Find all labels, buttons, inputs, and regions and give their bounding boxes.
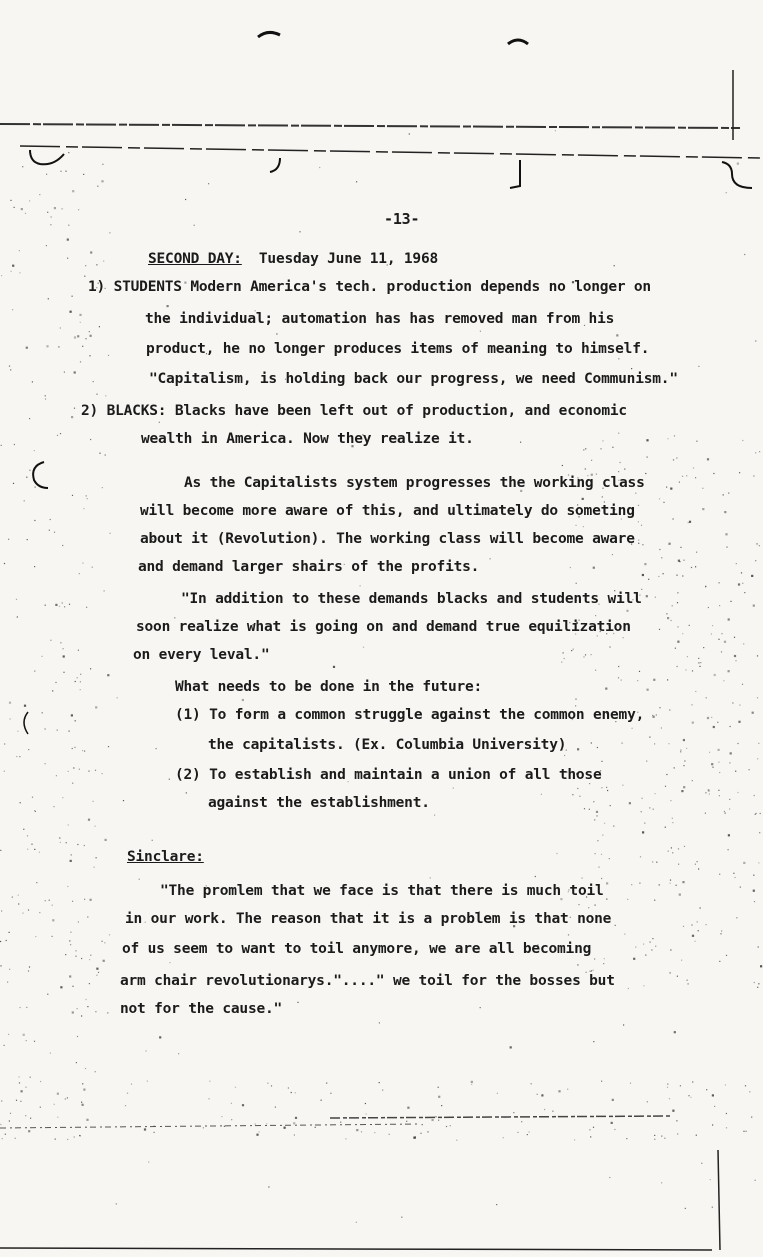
- text-line: arm chair revolutionarys."...." we toil for the bosses but: [120, 973, 615, 989]
- text-line: "The promlem that we face is that there is much toil: [160, 883, 604, 899]
- text-line: not for the cause.": [120, 1001, 283, 1017]
- text-line: the capitalists. (Ex. Columbia University): [208, 737, 567, 753]
- text-line: "In addition to these demands blacks and students will: [181, 591, 642, 607]
- text-line: against the establishment.: [208, 795, 430, 811]
- text-line: of us seem to want to toil anymore, we are all becoming: [122, 941, 592, 957]
- text-line: (2) To establish and maintain a union of all those: [175, 767, 602, 783]
- text-line: 1) STUDENTS Modern America's tech. production depends no longer on: [88, 279, 651, 295]
- text-line: the individual; automation has has removed man from his: [145, 311, 615, 327]
- text-line: on every leval.": [133, 647, 270, 663]
- text-line: As the Capitalists system progresses the working class: [184, 475, 645, 491]
- text-line: will become more aware of this, and ultimately do someting: [140, 503, 635, 519]
- section-heading: [148, 250, 438, 268]
- text-line: soon realize what is going on and demand true equilization: [136, 619, 631, 635]
- text-line: (1) To form a common struggle against the common enemy,: [175, 707, 645, 723]
- text-line: product, he no longer produces items of meaning to himself.: [146, 341, 650, 357]
- text-line: What needs to be done in the future:: [175, 679, 483, 695]
- speaker-label: Sinclare:: [127, 849, 204, 865]
- heading-label: SECOND DAY:: [148, 251, 242, 267]
- page-number: -13-: [384, 210, 420, 228]
- text-line: about it (Revolution). The working class will become aware: [140, 531, 635, 547]
- text-line: "Capitalism, is holding back our progress, we need Communism.": [149, 371, 678, 387]
- text-line: and demand larger shairs of the profits.: [138, 559, 480, 575]
- text-line: in our work. The reason that it is a problem is that none: [125, 911, 612, 927]
- heading-date: Tuesday June 11, 1968: [258, 251, 439, 267]
- text-line: wealth in America. Now they realize it.: [141, 431, 474, 447]
- text-line: 2) BLACKS: Blacks have been left out of production, and economic: [81, 403, 627, 419]
